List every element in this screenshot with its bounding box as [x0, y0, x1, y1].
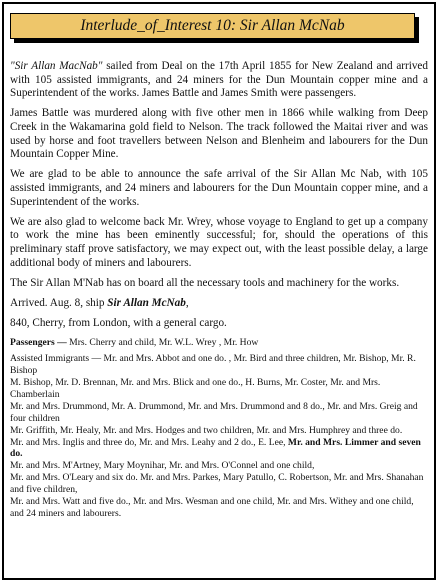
paragraph-2: James Battle was murdered along with five other men in 1866 while walking from Deep Creek in the Wakamarina gold field to Nelson. The track followed the Maitai river and was used by horse and foot travellers between Nelson and Blenheim and labourers for the Dun Mountain Copper Mine. — [10, 107, 428, 161]
inglis-text: Mr. and Mrs. Inglis and three do, Mr. and Mrs. Leahy and 2 do., E. Lee, — [10, 436, 288, 448]
passengers-text: Mrs. Cherry and child, Mr. W.L. Wrey , Mr. How — [66, 337, 259, 349]
page-title: Interlude_of_Interest 10: Sir Allan McNab — [80, 17, 345, 34]
ship-name-quote: "Sir Allan MacNab" — [10, 60, 103, 72]
article-body — [10, 60, 428, 520]
assisted-line: Mr. and Mrs. Drummond, Mr. A. Drummond, Mr. and Mrs. Drummond and 8 do., Mr. and Mrs. Greig and four children — [10, 400, 418, 424]
assisted-line: M. Bishop, Mr. D. Brennan, Mr. and Mrs. Blick and one do., H. Burns, Mr. Coster, Mr. and Mrs. Chamberlain — [10, 376, 381, 400]
arrival-text: Arrived. Aug. 8, ship — [10, 296, 108, 309]
paragraph-1 — [10, 60, 428, 101]
title-banner — [10, 13, 419, 43]
passengers-label: Passengers — — [10, 337, 67, 349]
assisted-line: Mr. and Mrs. M'Artney, Mary Moynihar, Mr. and Mrs. O'Connel and one child, — [10, 460, 315, 472]
arrival-ship-name: Sir Allan McNab — [107, 296, 186, 309]
paragraph-4: We are also glad to welcome back Mr. Wrey, whose voyage to England to get up a company to work the mine has been eminently successful; for, should the operations of this preliminary staff prove satisfactory, we may expect out, with the least possible delay, a large additional body of miners and labourers. — [10, 215, 428, 269]
passenger-line — [10, 337, 428, 349]
paragraph-5: The Sir Allan M'Nab has on board all the necessary tools and machinery for the works. — [10, 276, 400, 289]
cargo-line: 840, Cherry, from London, with a general cargo. — [10, 317, 227, 330]
assisted-line: Mr. Griffith, Mr. Healy, Mr. and Mrs. Hodges and two children, Mr. and Mrs. Humphrey and three do. — [10, 424, 403, 436]
paragraph-3: We are glad to be able to announce the safe arrival of the Sir Allan Mc Nab, with 105 assisted immigrants, and 24 miners and labourers for the Dun Mountain copper mine, and a Superintendent of the works. — [10, 168, 428, 208]
assisted-line: Mr. and Mrs. O'Leary and six do. Mr. and Mrs. Parkes, Mary Patullo, C. Robertson, Mr. and Mrs. Shanahan and five children, — [10, 472, 424, 496]
limmer-text: Mr. and Mrs. Limmer and seven do. — [10, 436, 421, 460]
assisted-line: Assisted Immigrants — Mr. and Mrs. Abbot and one do. , Mr. Bird and three children, Mr. Bishop, Mr. R. Bishop — [10, 353, 416, 377]
assisted-line: Mr. and Mrs. Watt and five do., Mr. and Mrs. Wesman and one child, Mr. and Mrs. Withey and one child, and 24 miners and labourers. — [10, 496, 414, 519]
passenger-list — [10, 337, 428, 520]
arrival-line — [10, 297, 428, 311]
banner-box — [10, 13, 415, 39]
assisted-line — [10, 437, 428, 461]
arrival-comma: , — [185, 296, 189, 309]
paragraph-1-text: sailed from Deal on the 17th April 1855 for New Zealand and arrived with 105 assisted immigrants, and 24 miners for the Dun Mountain copper mine and a Superintendent of the works. James Battle and James Smith were passengers. — [10, 60, 428, 100]
